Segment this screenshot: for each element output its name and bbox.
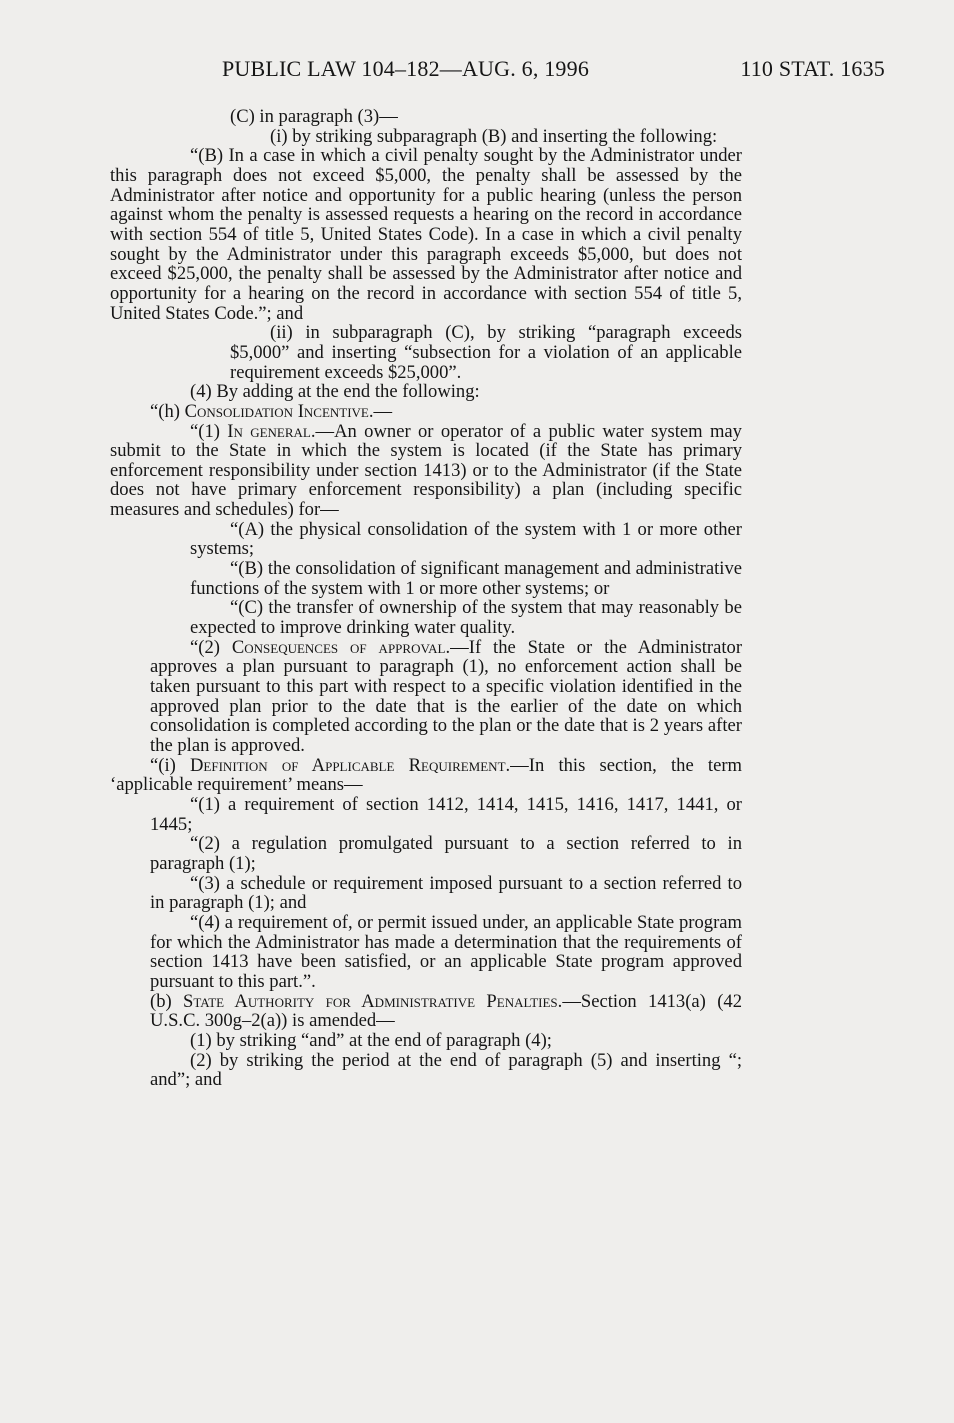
paragraph-lead: “(1) [190,420,228,442]
definition-2 [110,834,742,873]
section-heading: In general. [227,420,316,442]
section-heading: Definition of Applicable Requirement. [190,754,511,776]
paragraph-c [110,107,742,127]
paragraph-text: (2) by striking the period at the end of paragraph (5) and inserting “; and”; and [150,1049,742,1091]
page-body [110,107,742,1090]
subparagraph-a [110,520,742,559]
section-heading: State Authority for Administrative Penalties. [183,990,563,1012]
clause-i [110,127,742,147]
clause-ii [110,323,742,382]
paragraph-text: “(B) the consolidation of significant management and administrative functions of the system with 1 or more other systems; or [190,558,742,599]
section-heading: Consequences of approval. [231,636,451,658]
paragraph-lead: “(2) [190,636,232,658]
paragraph-h1 [110,422,742,520]
paragraph-text: “(C) the transfer of ownership of the system that may reasonably be expected to improve drinking water quality. [190,597,742,639]
page-header [222,56,885,90]
amendment-2 [110,1051,742,1090]
paragraph-text: —Section 1413(a) (42 U.S.C. 300g–2(a)) is amended— [150,990,742,1032]
paragraph-h2 [110,638,742,756]
paragraph-text: “(3) a schedule or requirement imposed pursuant to a section referred to in paragraph (1); and [150,872,742,914]
paragraph-text: “(B) In a case in which a civil penalty sought by the Administrator under this paragraph does not exceed $5,000, the penalty shall be assessed by the Administrator after notice and opportunity for a public hearing (unless the person against whom the penalty is assessed requests a hearing on the record in accordance with section 554 of title 5, United States Code). In a case in which a civil penalty sought by the Administrator under this paragraph exceeds $5,000, but does not exceed $25,000, the penalty shall be assessed by the Administrator after notice and opportunity for a hearing on the record in accordance with section 554 of title 5, United States Code.”; and [110,145,742,324]
paragraph-text: (C) in paragraph (3)— [230,106,398,127]
paragraph-text: —If the State or the Administrator approves a plan pursuant to paragraph (1), no enforcement action shall be taken pursuant to this part with respect to a specific violation identified in the approved plan prior to the date that is the earlier of the date on which consolidation is completed according to the plan or the date that is 2 years after the plan is approved. [150,636,743,756]
definition-1 [110,795,742,834]
header-stat-page: 110 STAT. 1635 [740,56,885,81]
paragraph-text: — [373,400,393,422]
header-citation: PUBLIC LAW 104–182—AUG. 6, 1996 [222,56,590,81]
section-heading: Consolidation Incentive. [184,400,374,422]
paragraph-text: —An owner or operator of a public water system may submit to the State in which the system is located (if the State has primary enforcement responsibility under section 1413) or to the Administrator (if the State does not have primary enforcement responsibility) a plan (including specific measures and schedules) for— [110,420,742,521]
paragraph-text: “(4) a requirement of, or permit issued under, an applicable State program for which the Administrator has made a determination that the requirements of section 1413 have been satisfied, or an applicable State program approved pursuant to this part.”. [150,911,742,992]
paragraph-lead: “(i) [150,754,190,776]
paragraph-lead: (b) [150,990,184,1012]
paragraph-text: (ii) in subparagraph (C), by striking “paragraph exceeds $5,000” and inserting “subsection for a violation of an applicable requirement exceeds $25,000”. [230,322,742,383]
subparagraph-c [110,598,742,637]
subsection-h-heading [110,402,742,422]
paragraph-text: (1) by striking “and” at the end of paragraph (4); [190,1029,552,1051]
amendment-1 [110,1031,742,1051]
paragraph-text: —In this section, the term ‘applicable requirement’ means— [110,754,742,796]
paragraph-text: “(A) the physical consolidation of the system with 1 or more other systems; [190,518,742,560]
paragraph-text: (4) By adding at the end the following: [190,381,480,403]
paragraph-text: (i) by striking subparagraph (B) and inserting the following: [270,125,718,147]
paragraph-text: “(1) a requirement of section 1412, 1414, 1415, 1416, 1417, 1441, or 1445; [150,793,742,835]
quoted-subparagraph-b [110,146,742,323]
definition-4 [110,913,742,992]
definition-3 [110,874,742,913]
subsection-b-heading [110,992,742,1031]
subsection-i [110,756,742,795]
paragraph-4 [110,382,742,402]
paragraph-text: “(2) a regulation promulgated pursuant to a section referred to in paragraph (1); [150,833,742,874]
paragraph-lead: “(h) [150,400,185,422]
subparagraph-b [110,559,742,598]
